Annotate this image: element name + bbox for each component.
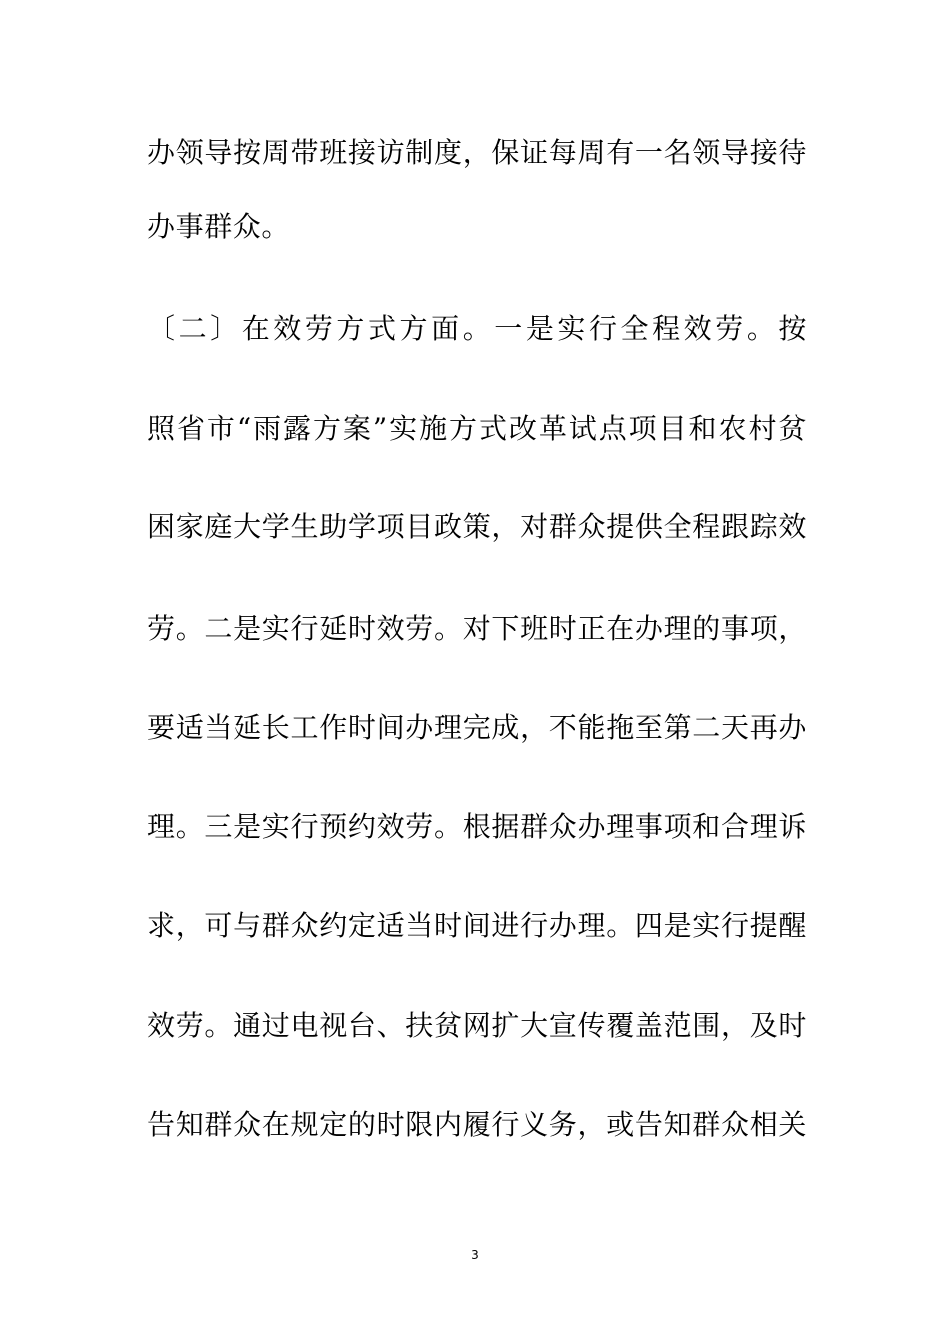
- text-line-11: 告知群众在规定的时限内履行义务，或告知群众相关: [147, 1108, 807, 1141]
- text-line-5: 困家庭大学生助学项目政策，对群众提供全程跟踪效: [147, 510, 807, 543]
- page-number: 3: [471, 1248, 479, 1262]
- text-line-2: 办事群众。: [147, 210, 291, 243]
- text-line-4: 照省市“雨露方案”实施方式改革试点项目和农村贫: [147, 412, 807, 445]
- text-line-6: 劳。二是实行延时效劳。对下班时正在办理的事项，: [147, 612, 807, 645]
- text-line-10: 效劳。通过电视台、扶贫网扩大宣传覆盖范围，及时: [147, 1009, 807, 1042]
- text-line-1: 办领导按周带班接访制度，保证每周有一名领导接待: [147, 136, 807, 169]
- text-line-8: 理。三是实行预约效劳。根据群众办理事项和合理诉: [147, 810, 807, 843]
- text-line-9: 求，可与群众约定适当时间进行办理。四是实行提醒: [147, 909, 807, 942]
- text-line-3: 〔二〕在效劳方式方面。一是实行全程效劳。按: [147, 312, 807, 345]
- text-line-7: 要适当延长工作时间办理完成，不能拖至第二天再办: [147, 711, 807, 744]
